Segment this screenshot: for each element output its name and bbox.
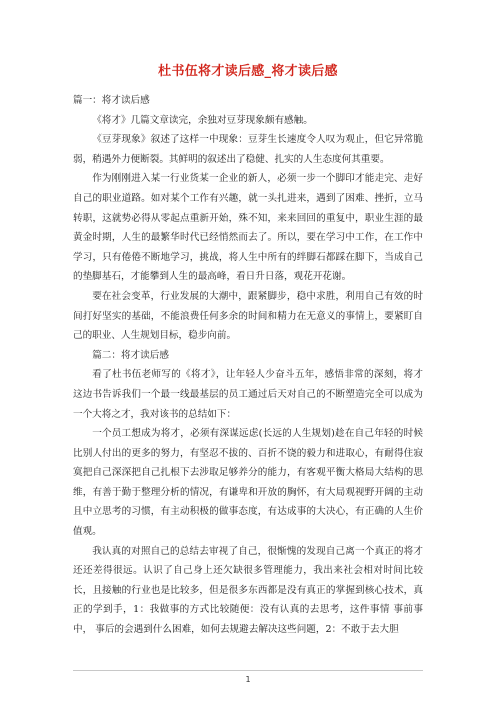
paragraph: 看了杜书伍老师写的《将才》，让年轻人少奋斗五年，感悟非常的深刻，将才这边书告诉我们一个最一线最基层的员工通过后天对自己的不断塑造完全可以成为一个大将之才，我对该书的总结如下： bbox=[73, 369, 423, 420]
footer-divider bbox=[73, 670, 423, 671]
document-body bbox=[73, 91, 423, 640]
paragraph: 我认真的对照自己的总结去审视了自己，很惭愧的发现自己离一个真正的将才还还差得很远。认识了自己身上还欠缺很多管理能力，我出来社会相对时间比较长，且接触的行业也是比较多，但是很多东西都是没有真正的掌握到核心技术，真正的学到手，1：我做事的方式比较随便：没有认真的去思考，这件事情 事前事中， 事后的会遇到什么困难，如何去规避去解决这些问题，2：不敢于去大胆 bbox=[73, 545, 423, 636]
paragraph: 一个员工想成为将才，必须有深谋远虑(长远的人生规划)趁在自己年轻的时候比别人付出的更多的努力，有坚忍不拔的、百折不饶的毅力和进取心，有耐得住寂寞把自己深深把自己扎根下去涉取足够养分的能力，有客观平衡大格局大结构的思维，有善于勤于整理分析的情况，有谦卑和开放的胸怀，有大局观视野开阔的主动且中立思考的习惯，有主动积极的做事态度，有达成事的大决心，有正确的人生价值观。 bbox=[73, 428, 423, 538]
paragraph: 《将才》几篇文章读完，余独对豆芽现象颇有感触。 bbox=[92, 114, 313, 126]
section-heading: 篇二：将才读后感 bbox=[92, 349, 169, 361]
page-number: 1 bbox=[245, 675, 251, 684]
section-heading: 篇一：将才读后感 bbox=[73, 95, 150, 106]
paragraph: 要在社会变革，行业发展的大潮中，跟紧脚步，稳中求胜，利用自己有效的时间打好坚实的基础，不能浪费任何多余的时间和精力在无意义的事情上，要紧盯自己的职业、人生规划目标，稳步向前。 bbox=[73, 290, 423, 342]
paragraph: 《豆芽现象》叙述了这样一中现象：豆芽生长速度令人叹为观止，但它异常脆弱，稍遇外力便断裂。其鲜明的叙述出了稳健、扎实的人生态度何其重要。 bbox=[73, 134, 423, 165]
document-title: 杜书伍将才读后感_将才读后感 bbox=[158, 64, 338, 79]
paragraph: 作为刚刚进入某一行业货某一企业的新人，必须一步一个脚印才能走完、走好自己的职业道路。如对某个工作有兴趣，就一头扎进来，遇到了困难、挫折，立马转职，这就势必得从零起点重新开始，殊不知，来来回回的重复中，职业生涯的最黄金时期，人生的最繁华时代已经悄然而去了。所以，要在学习中工作，在工作中学习，只有倦倦不断地学习，挑战，将人生中所有的绊脚石都踩在脚下，当成自己的垫脚基石，才能攀到人生的最高峰，看日升日落，观花开花谢。 bbox=[73, 173, 423, 283]
